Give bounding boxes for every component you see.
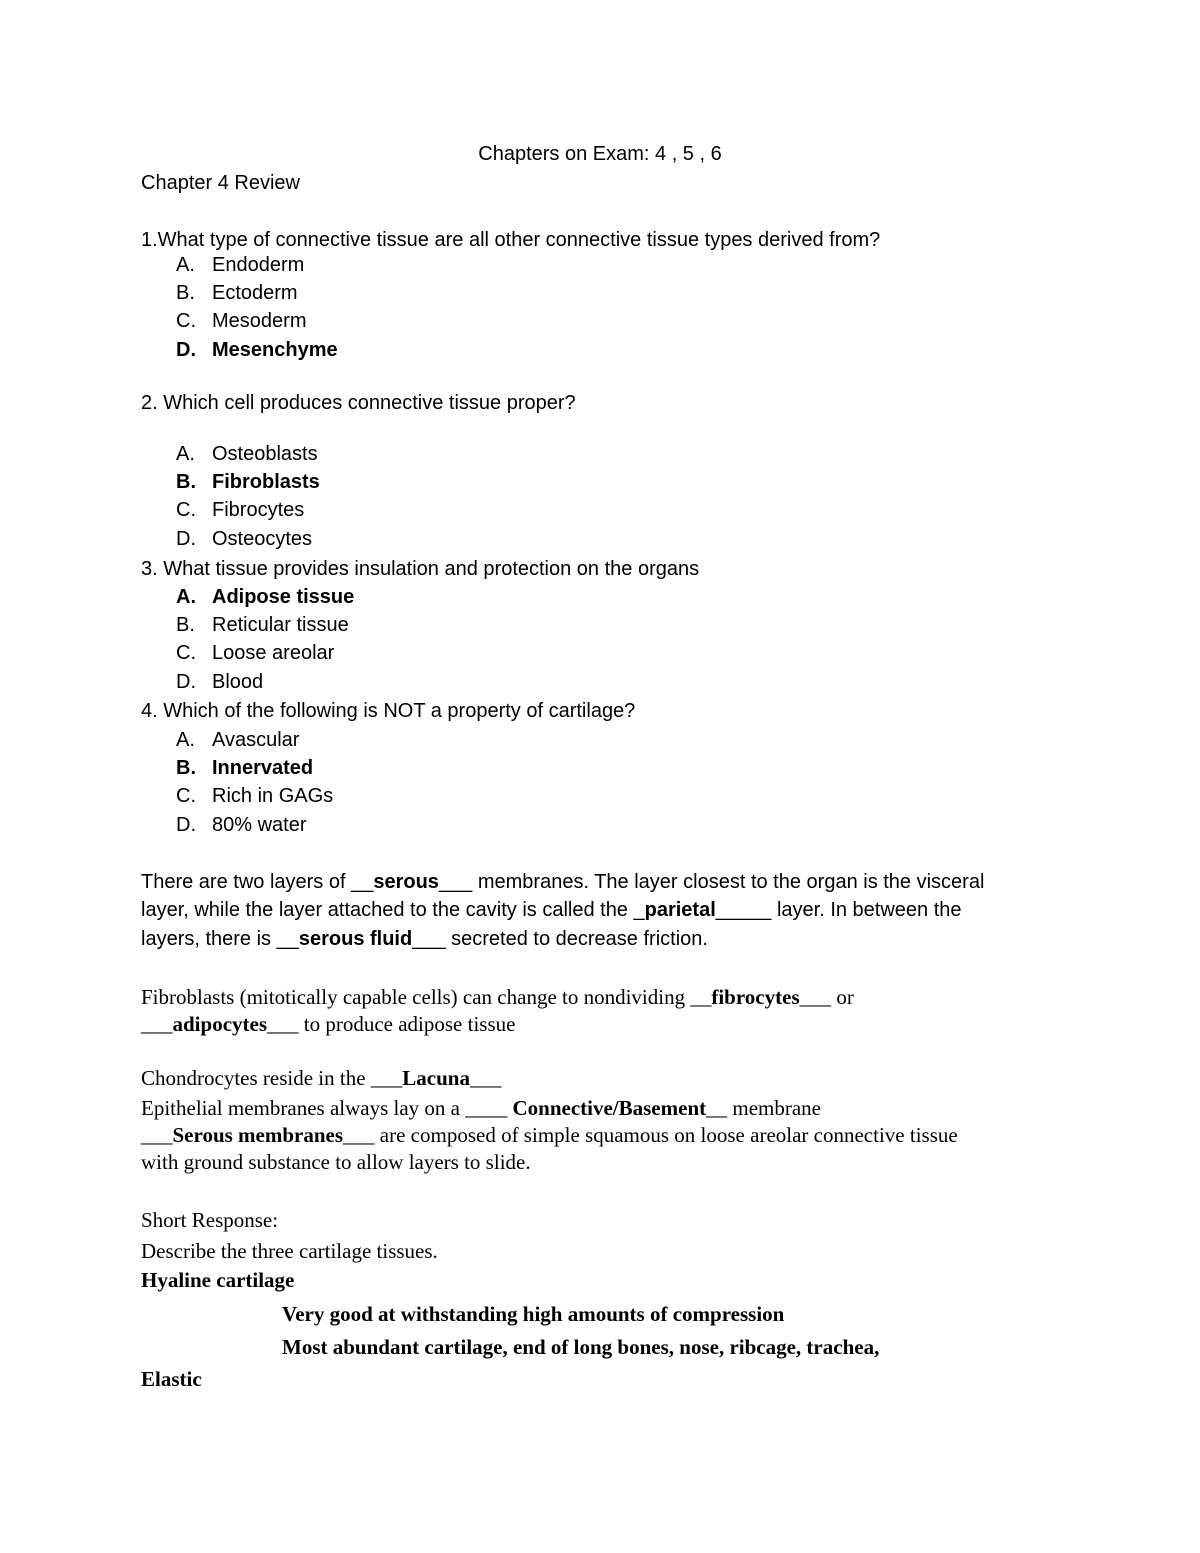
answer-adipocytes: adipocytes [172, 1012, 267, 1036]
option-letter: D. [176, 814, 196, 836]
question-1-option-d-answer [176, 337, 338, 363]
question-4-option-c [176, 783, 333, 809]
option-text: Loose areolar [212, 642, 335, 664]
serous-membrane-line-2: layer, while the layer attached to the cavity is called the _parietal_____ layer. In between the [141, 899, 962, 921]
answer-serous: serous [373, 871, 439, 893]
option-letter: D. [176, 528, 196, 550]
question-3-option-b [176, 612, 349, 638]
option-letter: A. [176, 729, 195, 751]
answer-serous-fluid: serous fluid [298, 928, 413, 950]
hyaline-detail-2: Most abundant cartilage, end of long bones, nose, ribcage, trachea, [282, 1335, 880, 1359]
option-text: Innervated [212, 757, 314, 779]
option-letter: B. [176, 614, 195, 636]
option-text: Mesoderm [212, 310, 307, 332]
answer-lacuna: Lacuna [402, 1066, 470, 1090]
question-2-option-a [176, 441, 318, 467]
hyaline-detail-1: Very good at withstanding high amounts of compression [282, 1302, 785, 1326]
epithelial-line: Epithelial membranes always lay on a ____ Connective/Basement__ membrane [141, 1096, 821, 1120]
answer-parietal: parietal [644, 899, 716, 921]
question-1-prompt: 1.What type of connective tissue are all other connective tissue types derived from? [141, 229, 881, 251]
question-3-option-a-answer [176, 584, 354, 610]
question-4-option-a [176, 727, 299, 753]
chondrocytes-line: Chondrocytes reside in the ___Lacuna___ [141, 1066, 502, 1090]
question-4-option-b-answer [176, 755, 313, 781]
option-text: Ectoderm [212, 282, 298, 304]
option-text: Reticular tissue [212, 614, 349, 636]
option-letter: A. [176, 443, 195, 465]
option-text: Avascular [212, 729, 300, 751]
option-text: Fibrocytes [212, 499, 305, 521]
option-text: 80% water [212, 814, 307, 836]
serous-membranes-line: ___Serous membranes___ are composed of simple squamous on loose areolar connective tissue [141, 1123, 958, 1147]
option-text: Endoderm [212, 254, 305, 276]
question-2-option-d [176, 526, 312, 552]
question-2-option-c [176, 497, 304, 523]
short-response-prompt: Describe the three cartilage tissues. [141, 1239, 438, 1263]
question-3-option-d [176, 669, 263, 695]
option-letter: C. [176, 642, 196, 664]
option-text: Adipose tissue [212, 586, 355, 608]
option-letter: D. [176, 339, 196, 361]
short-response-label: Short Response: [141, 1208, 279, 1232]
fibroblasts-line-1: Fibroblasts (mitotically capable cells) can change to nondividing __fibrocytes___ or [141, 985, 854, 1009]
option-letter: C. [176, 310, 196, 332]
question-4-option-d [176, 812, 307, 838]
option-letter: B. [176, 757, 196, 779]
option-text: Fibroblasts [212, 471, 320, 493]
question-2-prompt: 2. Which cell produces connective tissue proper? [141, 392, 576, 414]
question-3-prompt: 3. What tissue provides insulation and protection on the organs [141, 558, 700, 580]
option-text: Osteocytes [212, 528, 313, 550]
hyaline-cartilage-heading: Hyaline cartilage [141, 1268, 295, 1292]
option-text: Mesenchyme [212, 339, 338, 361]
option-text: Blood [212, 671, 264, 693]
question-3-option-c [176, 640, 334, 666]
answer-fibrocytes: fibrocytes [711, 985, 800, 1009]
option-text: Osteoblasts [212, 443, 318, 465]
question-4-prompt: 4. Which of the following is NOT a property of cartilage? [141, 700, 636, 722]
option-letter: A. [176, 254, 195, 276]
serous-membrane-line-1: There are two layers of __serous___ membranes. The layer closest to the organ is the visceral [141, 871, 985, 893]
serous-membrane-line-3: layers, there is __serous fluid___ secreted to decrease friction. [141, 928, 708, 950]
option-letter: D. [176, 671, 196, 693]
option-letter: B. [176, 282, 195, 304]
serous-membranes-line-2: with ground substance to allow layers to slide. [141, 1150, 531, 1174]
fibroblasts-line-2: ___adipocytes___ to produce adipose tissue [141, 1012, 516, 1036]
option-text: Rich in GAGs [212, 785, 334, 807]
elastic-cartilage-heading: Elastic [141, 1367, 202, 1391]
option-letter: B. [176, 471, 196, 493]
page-title: Chapters on Exam: 4 , 5 , 6 [478, 143, 722, 165]
section-title: Chapter 4 Review [141, 172, 300, 194]
question-1-option-c [176, 308, 306, 334]
question-1-option-a [176, 252, 304, 278]
option-letter: A. [176, 586, 196, 608]
question-1-option-b [176, 280, 298, 306]
answer-connective-basement: Connective/Basement [512, 1096, 707, 1120]
question-2-option-b-answer [176, 469, 320, 495]
answer-serous-membranes: Serous membranes [172, 1123, 344, 1147]
option-letter: C. [176, 499, 196, 521]
option-letter: C. [176, 785, 196, 807]
